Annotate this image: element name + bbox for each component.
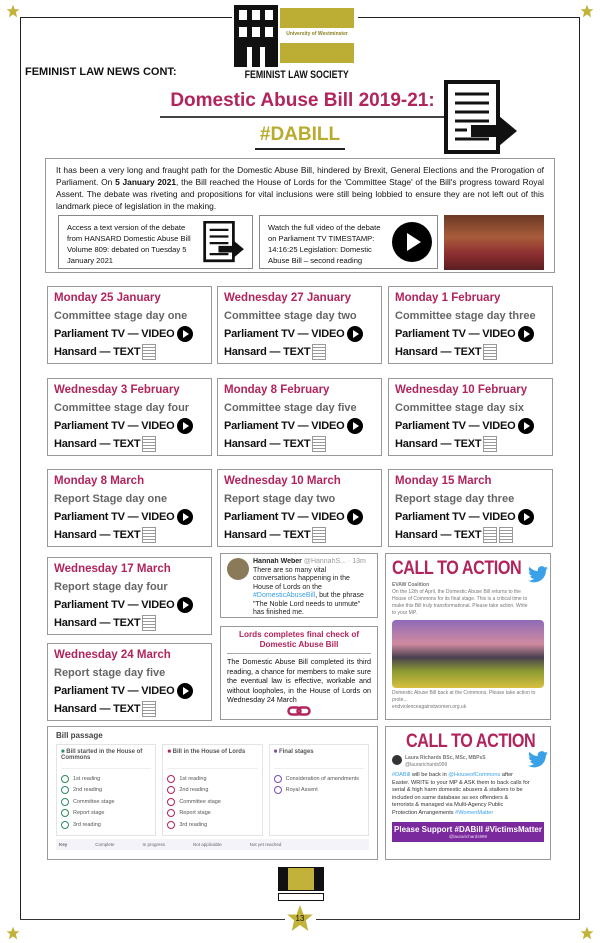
footer-logo: [278, 867, 324, 902]
session-card: [47, 469, 212, 547]
video-link[interactable]: Parliament TV — VIDEO: [224, 325, 375, 343]
play-icon[interactable]: [177, 326, 193, 342]
complete-check-icon: [167, 786, 175, 794]
lords-news-title: Lords completes final check of Domestic Abuse Bill: [227, 630, 371, 654]
lords-news-card: [220, 626, 378, 720]
text-link[interactable]: Hansard — TEXT: [224, 526, 375, 544]
link-icon[interactable]: [287, 706, 311, 716]
section-label: FEMINIST LAW NEWS CONT:: [25, 66, 177, 78]
video-link[interactable]: Parliament TV — VIDEO: [54, 508, 205, 526]
support-banner: Please Support #DABill #VictimsMatter @laurarichards999: [392, 822, 544, 842]
bill-stage-item: 3rd reading: [167, 819, 257, 831]
document-icon[interactable]: [499, 527, 513, 543]
play-icon[interactable]: [347, 326, 363, 342]
session-stage: Report stage day two: [224, 493, 336, 505]
tweet-author: Laura Richards BSc, MSc, MBPsS: [405, 755, 486, 761]
key-legend: [56, 839, 369, 850]
session-card: [217, 286, 382, 364]
text-link[interactable]: Hansard — TEXT: [54, 614, 205, 632]
document-icon[interactable]: [312, 527, 326, 543]
house-of-lords-photo: [444, 215, 544, 270]
session-date: Monday 15 March: [395, 475, 492, 487]
complete-check-icon: [61, 809, 69, 817]
twitter-icon: [528, 566, 548, 583]
document-icon[interactable]: [312, 344, 326, 360]
session-date: Monday 8 February: [224, 384, 330, 396]
tweet-handle: @laurarichards999: [405, 762, 448, 768]
bill-passage-title: Bill passage: [56, 731, 103, 740]
document-icon[interactable]: [483, 344, 497, 360]
complete-check-icon: [61, 775, 69, 783]
session-card: [47, 557, 212, 635]
session-card: [47, 378, 212, 456]
star-icon: [580, 926, 594, 940]
document-icon[interactable]: [483, 527, 497, 543]
complete-check-icon: [61, 798, 69, 806]
session-date: Wednesday 10 March: [224, 475, 341, 487]
bill-stage-column-title: ■ Final stages: [274, 749, 364, 769]
bill-stage-item: Committee stage: [61, 796, 151, 808]
bill-stage-column: [56, 744, 156, 836]
star-icon: [6, 4, 20, 18]
key-item: Not applicable: [193, 842, 222, 847]
session-stage: Report Stage day one: [54, 493, 168, 505]
video-link[interactable]: Parliament TV — VIDEO: [395, 508, 546, 526]
document-icon: [202, 221, 246, 263]
play-icon[interactable]: [392, 222, 432, 262]
session-date: Monday 8 March: [54, 475, 145, 487]
play-icon[interactable]: [177, 683, 193, 699]
bill-stage-item: Consideration of amendments: [274, 773, 364, 785]
play-icon[interactable]: [347, 418, 363, 434]
text-link[interactable]: Hansard — TEXT: [54, 343, 205, 361]
video-link[interactable]: Parliament TV — VIDEO: [54, 325, 205, 343]
play-icon[interactable]: [518, 418, 534, 434]
text-link[interactable]: Hansard — TEXT: [395, 435, 546, 453]
document-icon[interactable]: [142, 615, 156, 631]
call-to-action-card-2: [385, 726, 551, 860]
session-card: [217, 469, 382, 547]
play-icon[interactable]: [177, 509, 193, 525]
complete-check-icon: [167, 809, 175, 817]
text-link[interactable]: Hansard — TEXT: [54, 700, 205, 718]
text-link[interactable]: Hansard — TEXT: [224, 435, 375, 453]
session-stage: Committee stage day one: [54, 310, 188, 322]
complete-check-icon: [167, 798, 175, 806]
video-link[interactable]: Parliament TV — VIDEO: [224, 417, 375, 435]
session-card: [47, 286, 212, 364]
key-label: Key: [59, 842, 68, 847]
session-stage: Committee stage day three: [395, 310, 536, 322]
star-icon: [6, 926, 20, 940]
video-link[interactable]: Parliament TV — VIDEO: [54, 682, 205, 700]
intro-text: It has been a very long and fraught path for the Domestic Abuse Bill, hindered by Brexit, General Elections and the Prorogation of Parliament. On 5 January 2021, the Bill reached the House of Lords for the 'Committee Stage' of the Bill's progress toward Royal Assent. The debate was riveting and propositions for vital inclusions were still being lobbied to ensure they are not left out of this landmark piece of legislation in the making.: [56, 165, 544, 211]
session-date: Monday 25 January: [54, 292, 161, 304]
document-icon[interactable]: [142, 436, 156, 452]
call-to-action-heading: CALL TO ACTION: [406, 731, 536, 752]
bill-stage-column: [162, 744, 262, 836]
tweet-author: Hannah Weber: [253, 558, 302, 565]
complete-check-icon: [61, 786, 69, 794]
avatar: [227, 558, 249, 580]
divider: [316, 919, 580, 920]
avatar: [392, 755, 402, 765]
session-stage: Committee stage day four: [54, 402, 190, 414]
session-stage: Report stage day three: [395, 493, 515, 505]
bill-stage-item: 2nd reading: [167, 785, 257, 797]
tweet-card[interactable]: [220, 553, 378, 618]
video-link[interactable]: Parliament TV — VIDEO: [395, 417, 546, 435]
document-icon[interactable]: [142, 527, 156, 543]
text-link[interactable]: Hansard — TEXT: [54, 526, 205, 544]
session-stage: Committee stage day six: [395, 402, 524, 414]
text-link[interactable]: Hansard — TEXT: [224, 343, 375, 361]
tweet-author: EVAW Coalition: [392, 582, 430, 588]
play-icon[interactable]: [347, 509, 363, 525]
tweet-text: On the 12th of April, the Domestic Abuse Bill returns to the House of Commons for its final stage. This is a critical time to make this Bill truly transformational. Please take action. Write to your MP.: [392, 589, 528, 616]
tweet-handle: @HannahS... · 13m: [303, 558, 366, 565]
tweet-text: , but the phrase "The Noble Lord needs to unmute" has finished me.: [253, 592, 364, 616]
complete-check-icon: [167, 821, 175, 829]
session-stage: Report stage day four: [54, 581, 168, 593]
session-stage: Report stage day five: [54, 667, 166, 679]
document-icon[interactable]: [483, 436, 497, 452]
hashtag-link[interactable]: #DomesticAbuseBill: [253, 592, 316, 599]
play-icon[interactable]: [518, 509, 534, 525]
text-link[interactable]: Hansard — TEXT: [395, 526, 546, 544]
westminster-photo: [392, 620, 544, 688]
hansard-link-box[interactable]: Access a text version of the debate from HANSARD Domestic Abuse Bill Volume 809: debated on Tuesday 5 January 2021: [58, 215, 253, 269]
hashtag-title: #DABILL: [255, 124, 345, 150]
tweet-text: #DABill will be back in @HouseofCommons after Easter. WRITE to your MP & ASK them to back calls for serial & high harm domestic abusers & stalkers to be included on same database as sex offenders & terrorists & managed via Multi-Agency Public Protection Arrangements #WomenMatter: [392, 772, 530, 816]
feminist-law-society-logo: [232, 3, 358, 85]
divider: [20, 919, 285, 920]
complete-check-icon: [167, 775, 175, 783]
bill-stage-item: 1st reading: [167, 773, 257, 785]
session-date: Wednesday 3 February: [54, 384, 180, 396]
in-progress-icon: [274, 775, 282, 783]
page-number: 13: [295, 914, 305, 923]
play-icon[interactable]: [177, 418, 193, 434]
star-icon: [580, 4, 594, 18]
bill-stage-item: 2nd reading: [61, 785, 151, 797]
tweet-text: There are so many vital conversations happening in the House of Lords on the: [253, 566, 350, 591]
session-date: Wednesday 10 February: [395, 384, 528, 396]
bill-stage-column: [269, 744, 369, 836]
play-icon[interactable]: [518, 326, 534, 342]
bill-stage-item: Report stage: [167, 808, 257, 820]
session-card: [47, 643, 212, 721]
call-to-action-card: [385, 553, 551, 720]
twitter-icon: [528, 751, 548, 768]
key-item: Complete: [95, 842, 115, 847]
article-link[interactable]: endviolenceagainstwomen.org.uk: [392, 704, 467, 710]
bill-stage-item: 3rd reading: [61, 819, 151, 831]
bill-stage-item: Committee stage: [167, 796, 257, 808]
session-date: Wednesday 27 January: [224, 292, 351, 304]
play-icon[interactable]: [177, 597, 193, 613]
society-name: FEMINIST LAW SOCIETY: [244, 69, 349, 81]
session-date: Monday 1 February: [395, 292, 501, 304]
key-item: Not yet reached: [249, 842, 282, 847]
not-reached-icon: [274, 786, 282, 794]
text-link[interactable]: Hansard — TEXT: [395, 343, 546, 361]
video-link[interactable]: Parliament TV — VIDEO: [224, 508, 375, 526]
text-link[interactable]: Hansard — TEXT: [54, 435, 205, 453]
session-card: [388, 286, 553, 364]
lords-news-text: The Domestic Abuse Bill completed its third reading, a chance for members to make sure the eventual law is effective, workable and without loopholes, in the House of Lords on Wednesday 24 March: [227, 657, 371, 705]
page-title: Domestic Abuse Bill 2019-21:: [160, 90, 445, 118]
document-icon[interactable]: [142, 701, 156, 717]
video-link[interactable]: Parliament TV — VIDEO: [54, 596, 205, 614]
session-card: [388, 469, 553, 547]
bill-stage-item: Report stage: [61, 808, 151, 820]
document-export-icon: [443, 80, 519, 161]
logo-university-text: University of Westminster: [286, 31, 348, 37]
complete-check-icon: [61, 821, 69, 829]
article-title: Domestic Abuse Bill back at the Commons. Please take action to prote...: [392, 690, 536, 703]
video-link[interactable]: Parliament TV — VIDEO: [395, 325, 546, 343]
session-date: Wednesday 24 March: [54, 649, 171, 661]
document-icon[interactable]: [312, 436, 326, 452]
bill-stage-item: Royal Assent: [274, 785, 364, 797]
bill-passage-panel: [47, 726, 378, 860]
call-to-action-heading: CALL TO ACTION: [392, 558, 522, 579]
intro-box: [45, 158, 555, 273]
video-link[interactable]: Parliament TV — VIDEO: [54, 417, 205, 435]
session-card: [388, 378, 553, 456]
session-card: [217, 378, 382, 456]
bill-stage-column-title: ■ Bill started in the House of Commons: [61, 749, 151, 769]
key-item: In progress: [142, 842, 166, 847]
document-icon[interactable]: [142, 344, 156, 360]
bill-stage-item: 1st reading: [61, 773, 151, 785]
session-stage: Committee stage day five: [224, 402, 357, 414]
bill-stage-column-title: ■ Bill in the House of Lords: [167, 749, 257, 769]
session-date: Wednesday 17 March: [54, 563, 171, 575]
parliament-tv-link-box[interactable]: Watch the full video of the debate on Parliament TV TIMESTAMP: 14:16:25 Legislation: Domestic Abuse Bill – second reading: [259, 215, 438, 269]
session-stage: Committee stage day two: [224, 310, 357, 322]
